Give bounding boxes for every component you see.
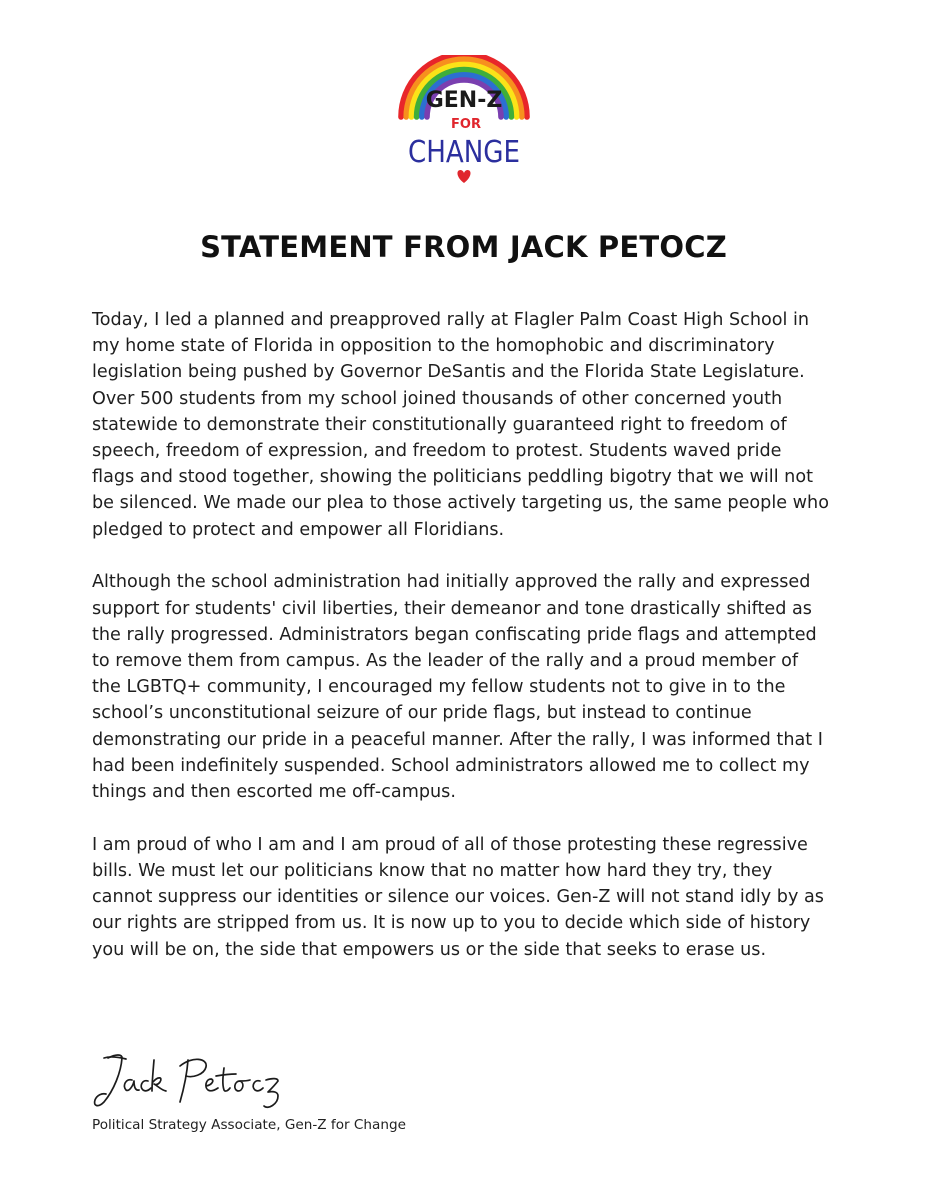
text-line: I am proud of who I am and I am proud of all of those protesting these regressive: [92, 834, 808, 855]
signature-icon: [92, 1050, 292, 1116]
text-line: to remove them from campus. As the leader of the rally and a proud member of: [92, 651, 799, 672]
text-line: cannot suppress our identities or silence our voices. Gen-Z will not stand idly by as: [92, 887, 824, 908]
text-line: statewide to demonstrate their constitutionally guaranteed right to freedom of: [92, 414, 787, 435]
text-line: our rights are stripped from us. It is now up to you to decide which side of history: [92, 913, 811, 934]
text-line: pledged to protect and empower all Floridians.: [92, 519, 505, 540]
text-line: Over 500 students from my school joined thousands of other concerned youth: [92, 388, 783, 409]
logo-line-genz: GEN-Z: [425, 88, 503, 113]
rainbow-logo-icon: [398, 55, 530, 190]
logo-line-for: FOR: [451, 117, 481, 132]
text-line: speech, freedom of expression, and freedom to protest. Students waved pride: [92, 441, 782, 462]
text-line: support for students' civil liberties, their demeanor and tone drastically shifted as: [92, 598, 812, 619]
text-line: the LGBTQ+ community, I encouraged my fellow students not to give in to the: [92, 677, 786, 698]
text-line: Today, I led a planned and preapproved rally at Flagler Palm Coast High School in: [92, 310, 810, 330]
paragraph: [92, 569, 852, 805]
paragraph: [92, 307, 852, 543]
text-line: legislation being pushed by Governor DeSantis and the Florida State Legislature.: [92, 362, 805, 383]
paragraph: [92, 832, 852, 963]
heart-icon: [457, 170, 470, 183]
text-line: things and then escorted me off-campus.: [92, 782, 456, 803]
text-line: be silenced. We made our plea to those actively targeting us, the same people who: [92, 493, 829, 514]
text-line: flags and stood together, showing the politicians peddling bigotry that we will not: [92, 467, 813, 488]
text-line: bills. We must let our politicians know that no matter how hard they try, they: [92, 861, 773, 882]
gen-z-for-change-logo: [398, 55, 530, 190]
text-line: Although the school administration had initially approved the rally and expressed: [92, 572, 811, 593]
statement-body: [92, 307, 852, 989]
text-line: the rally progressed. Administrators began confiscating pride flags and attempted: [92, 624, 817, 645]
text-line: demonstrating our pride in a peaceful manner. After the rally, I was informed that I: [92, 729, 823, 750]
text-line: you will be on, the side that empowers us or the side that seeks to erase us.: [92, 939, 767, 960]
text-line: my home state of Florida in opposition to the homophobic and discriminatory: [92, 336, 775, 357]
text-line: had been indefinitely suspended. School administrators allowed me to collect my: [92, 755, 810, 776]
text-line: school’s unconstitutional seizure of our pride flags, but instead to continue: [92, 703, 752, 724]
logo-line-change: CHANGE: [408, 135, 520, 170]
page-title: STATEMENT FROM JACK PETOCZ: [200, 230, 727, 264]
signature-title: Political Strategy Associate, Gen-Z for Change: [92, 1117, 406, 1133]
handwritten-signature: [92, 1050, 292, 1116]
